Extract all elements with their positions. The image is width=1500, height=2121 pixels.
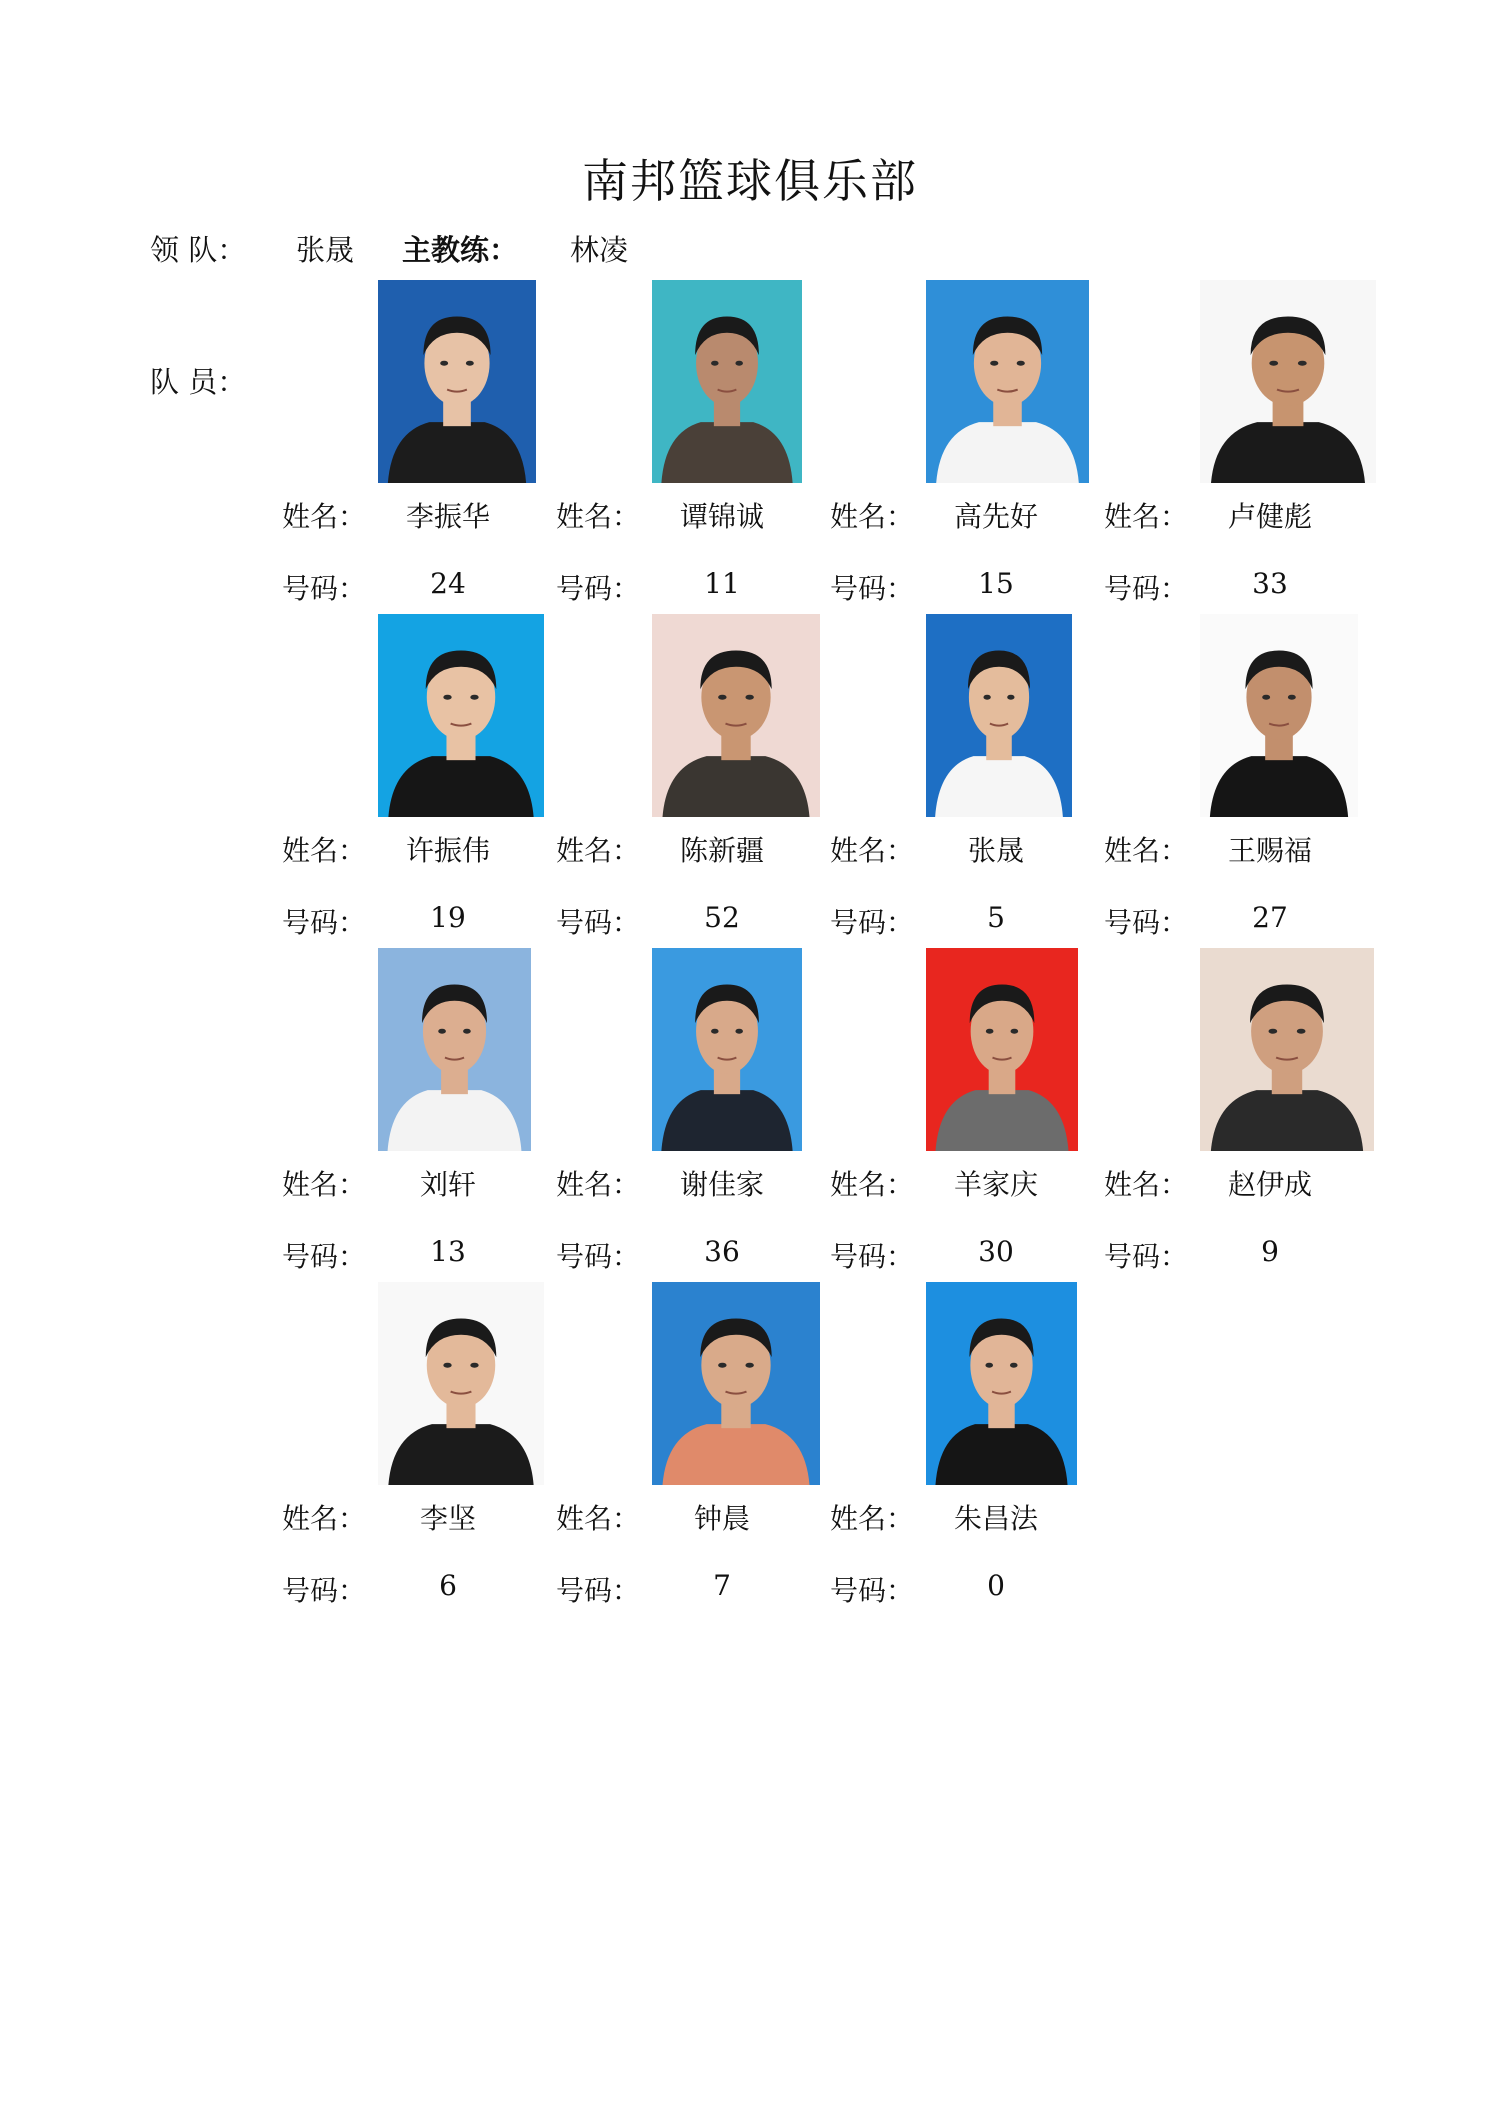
number-label: 号码： [282, 906, 367, 939]
name-label: 姓名： [556, 500, 641, 533]
name-label: 姓名： [282, 834, 367, 867]
name-label: 姓名： [282, 1168, 367, 1201]
player-photo [378, 1282, 544, 1485]
number-label: 号码： [830, 1574, 915, 1607]
player-number: 36 [704, 1235, 740, 1268]
player-name: 许振伟 [405, 834, 490, 867]
player-number: 33 [1252, 567, 1288, 600]
player-number: 11 [704, 567, 740, 600]
page-title: 南邦篮球俱乐部 [582, 154, 918, 208]
player-number: 24 [430, 567, 466, 600]
player-number: 5 [987, 901, 1005, 934]
number-label: 号码： [830, 572, 915, 605]
members-label: 队 员： [150, 365, 247, 399]
number-label: 号码： [556, 1240, 641, 1273]
player-photo [652, 948, 802, 1151]
player-photo [1200, 280, 1376, 483]
number-label: 号码： [830, 906, 915, 939]
player-name: 张晟 [967, 834, 1024, 867]
player-number: 6 [439, 1569, 457, 1602]
player-photo [378, 948, 531, 1151]
player-name: 李坚 [419, 1502, 476, 1535]
number-label: 号码： [1104, 1240, 1189, 1273]
player-name: 赵伊成 [1227, 1168, 1312, 1201]
player-photo [378, 280, 536, 483]
name-label: 姓名： [1104, 1168, 1189, 1201]
number-label: 号码： [282, 1240, 367, 1273]
name-label: 姓名： [1104, 834, 1189, 867]
player-name: 谭锦诚 [679, 500, 764, 533]
player-name: 刘轩 [419, 1168, 476, 1201]
player-name: 羊家庆 [953, 1168, 1038, 1201]
player-photo [926, 948, 1078, 1151]
coach-name: 林凌 [570, 233, 629, 267]
player-photo [652, 1282, 820, 1485]
player-name: 李振华 [405, 500, 490, 533]
player-photo [652, 280, 802, 483]
name-label: 姓名： [282, 500, 367, 533]
name-label: 姓名： [556, 1168, 641, 1201]
name-label: 姓名： [830, 1502, 915, 1535]
player-photo [378, 614, 544, 817]
name-label: 姓名： [556, 1502, 641, 1535]
number-label: 号码： [282, 1574, 367, 1607]
leader-name: 张晟 [296, 233, 355, 267]
number-label: 号码： [1104, 572, 1189, 605]
player-photo [652, 614, 820, 817]
number-label: 号码： [1104, 906, 1189, 939]
player-photo [1200, 948, 1374, 1151]
player-photo [1200, 614, 1358, 817]
player-photo [926, 1282, 1077, 1485]
player-name: 卢健彪 [1227, 500, 1312, 533]
number-label: 号码： [282, 572, 367, 605]
player-number: 0 [987, 1569, 1005, 1602]
name-label: 姓名： [282, 1502, 367, 1535]
player-name: 陈新疆 [679, 834, 764, 867]
player-number: 52 [704, 901, 740, 934]
number-label: 号码： [556, 1574, 641, 1607]
player-number: 15 [978, 567, 1014, 600]
player-number: 13 [430, 1235, 466, 1268]
leader-label: 领 队： [150, 233, 247, 267]
player-name: 钟晨 [693, 1502, 750, 1535]
player-name: 王赐福 [1227, 834, 1312, 867]
name-label: 姓名： [1104, 500, 1189, 533]
player-number: 9 [1261, 1235, 1279, 1268]
player-name: 朱昌法 [953, 1502, 1038, 1535]
number-label: 号码： [830, 1240, 915, 1273]
number-label: 号码： [556, 572, 641, 605]
player-name: 高先好 [953, 500, 1038, 533]
number-label: 号码： [556, 906, 641, 939]
player-photo [926, 280, 1089, 483]
coach-label: 主教练： [402, 233, 519, 267]
name-label: 姓名： [830, 834, 915, 867]
player-number: 27 [1252, 901, 1288, 934]
player-number: 19 [430, 901, 466, 934]
name-label: 姓名： [556, 834, 641, 867]
player-name: 谢佳家 [679, 1168, 764, 1201]
player-number: 30 [978, 1235, 1014, 1268]
name-label: 姓名： [830, 500, 915, 533]
player-number: 7 [713, 1569, 731, 1602]
player-photo [926, 614, 1072, 817]
name-label: 姓名： [830, 1168, 915, 1201]
